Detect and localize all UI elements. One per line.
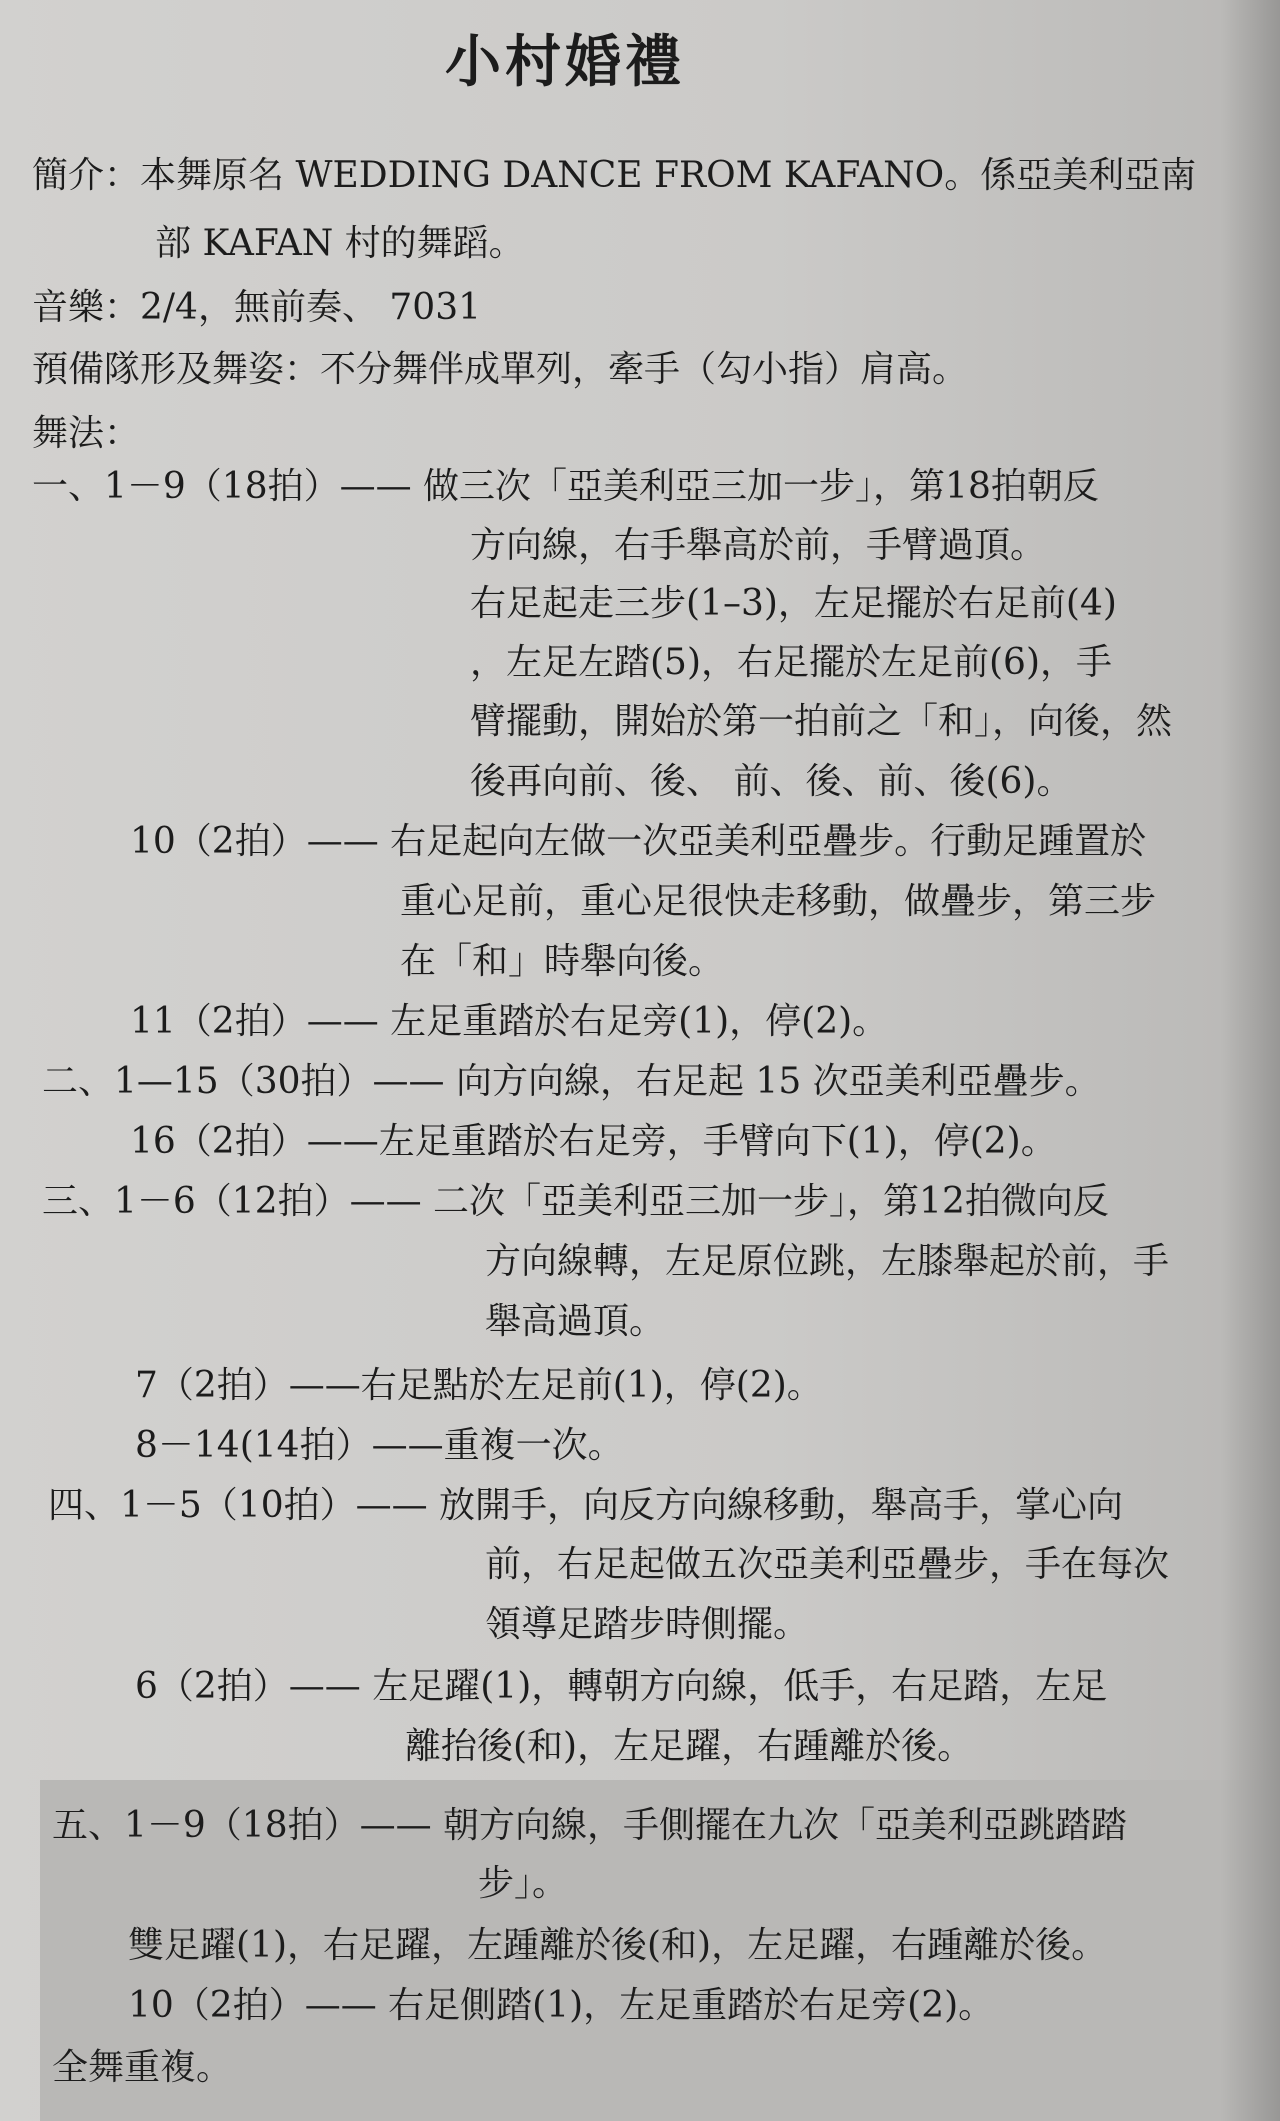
section-1-line-2: 方向線，右手舉高於前，手臂過頂。 [470,525,1047,566]
section-3b-line-1: 7（2拍）——右足點於左足前(1)，停(2)。 [135,1365,823,1406]
formation-line: 預備隊形及舞姿：不分舞伴成單列，牽手（勾小指）肩高。 [32,349,969,390]
section-1-line-1: 一、1－9（18拍）—— 做三次「亞美利亞三加一步」，第18拍朝反 [32,466,1099,507]
section-2-line-1: 二、1—15（30拍）—— 向方向線，右足起 15 次亞美利亞疊步。 [42,1061,1101,1102]
section-3-line-3: 舉高過頂。 [485,1301,666,1342]
section-1c-line-1: 11（2拍）—— 左足重踏於右足旁(1)，停(2)。 [130,1001,889,1042]
section-5-line-2: 步」。 [478,1863,569,1904]
section-3-line-1: 三、1－6（12拍）—— 二次「亞美利亞三加一步」，第12拍微向反 [42,1181,1109,1222]
section-4-line-2: 前，右足起做五次亞美利亞疊步，手在每次 [485,1544,1170,1585]
section-2b-line-1: 16（2拍）——左足重踏於右足旁，手臂向下(1)，停(2)。 [130,1121,1057,1162]
section-1-line-4: ，左足左踏(5)，右足擺於左足前(6)，手 [470,642,1112,683]
section-1b-line-2: 重心足前，重心足很快走移動，做疊步，第三步 [400,881,1157,922]
section-1-line-3: 右足起走三步(1–3)，左足擺於右足前(4) [470,583,1117,624]
section-3c-line-1: 8－14(14拍）——重複一次。 [135,1425,624,1466]
music-line: 音樂：2/4，無前奏、 7031 [32,287,481,328]
page-edge-shadow [1220,0,1280,2121]
intro-line-2: 部 KAFAN 村的舞蹈。 [155,223,525,264]
section-1-line-5: 臂擺動，開始於第一拍前之「和」，向後，然 [470,701,1173,742]
repeat-line: 全舞重複。 [52,2047,233,2088]
section-4-line-1: 四、1－5（10拍）—— 放開手，向反方向線移動，舉高手，掌心向 [48,1485,1124,1526]
page-title: 小村婚禮 [445,30,685,95]
section-1-line-6: 後再向前、後、 前、後、前、後(6)。 [470,761,1073,802]
section-5-line-1: 五、1－9（18拍）—— 朝方向線，手側擺在九次「亞美利亞跳踏踏 [52,1805,1128,1846]
section-4-line-3: 領導足踏步時側擺。 [485,1604,810,1645]
section-5c-line-1: 10（2拍）—— 右足側踏(1)，左足重踏於右足旁(2)。 [128,1985,995,2026]
section-4b-line-2: 離抬後(和)，左足躍，右踵離於後。 [405,1726,974,1767]
section-5b-line-1: 雙足躍(1)，右足躍，左踵離於後(和)，左足躍，右踵離於後。 [128,1925,1108,1966]
method-label: 舞法： [32,413,141,454]
section-1b-line-3: 在「和」時舉向後。 [400,941,725,982]
section-3-line-2: 方向線轉，左足原位跳，左膝舉起於前，手 [485,1241,1170,1282]
section-1b-line-1: 10（2拍）—— 右足起向左做一次亞美利亞疊步。行動足踵置於 [130,821,1147,862]
intro-line-1: 簡介：本舞原名 WEDDING DANCE FROM KAFANO。係亞美利亞南 [32,155,1197,196]
section-4b-line-1: 6（2拍）—— 左足躍(1)，轉朝方向線，低手，右足踏，左足 [135,1666,1108,1707]
